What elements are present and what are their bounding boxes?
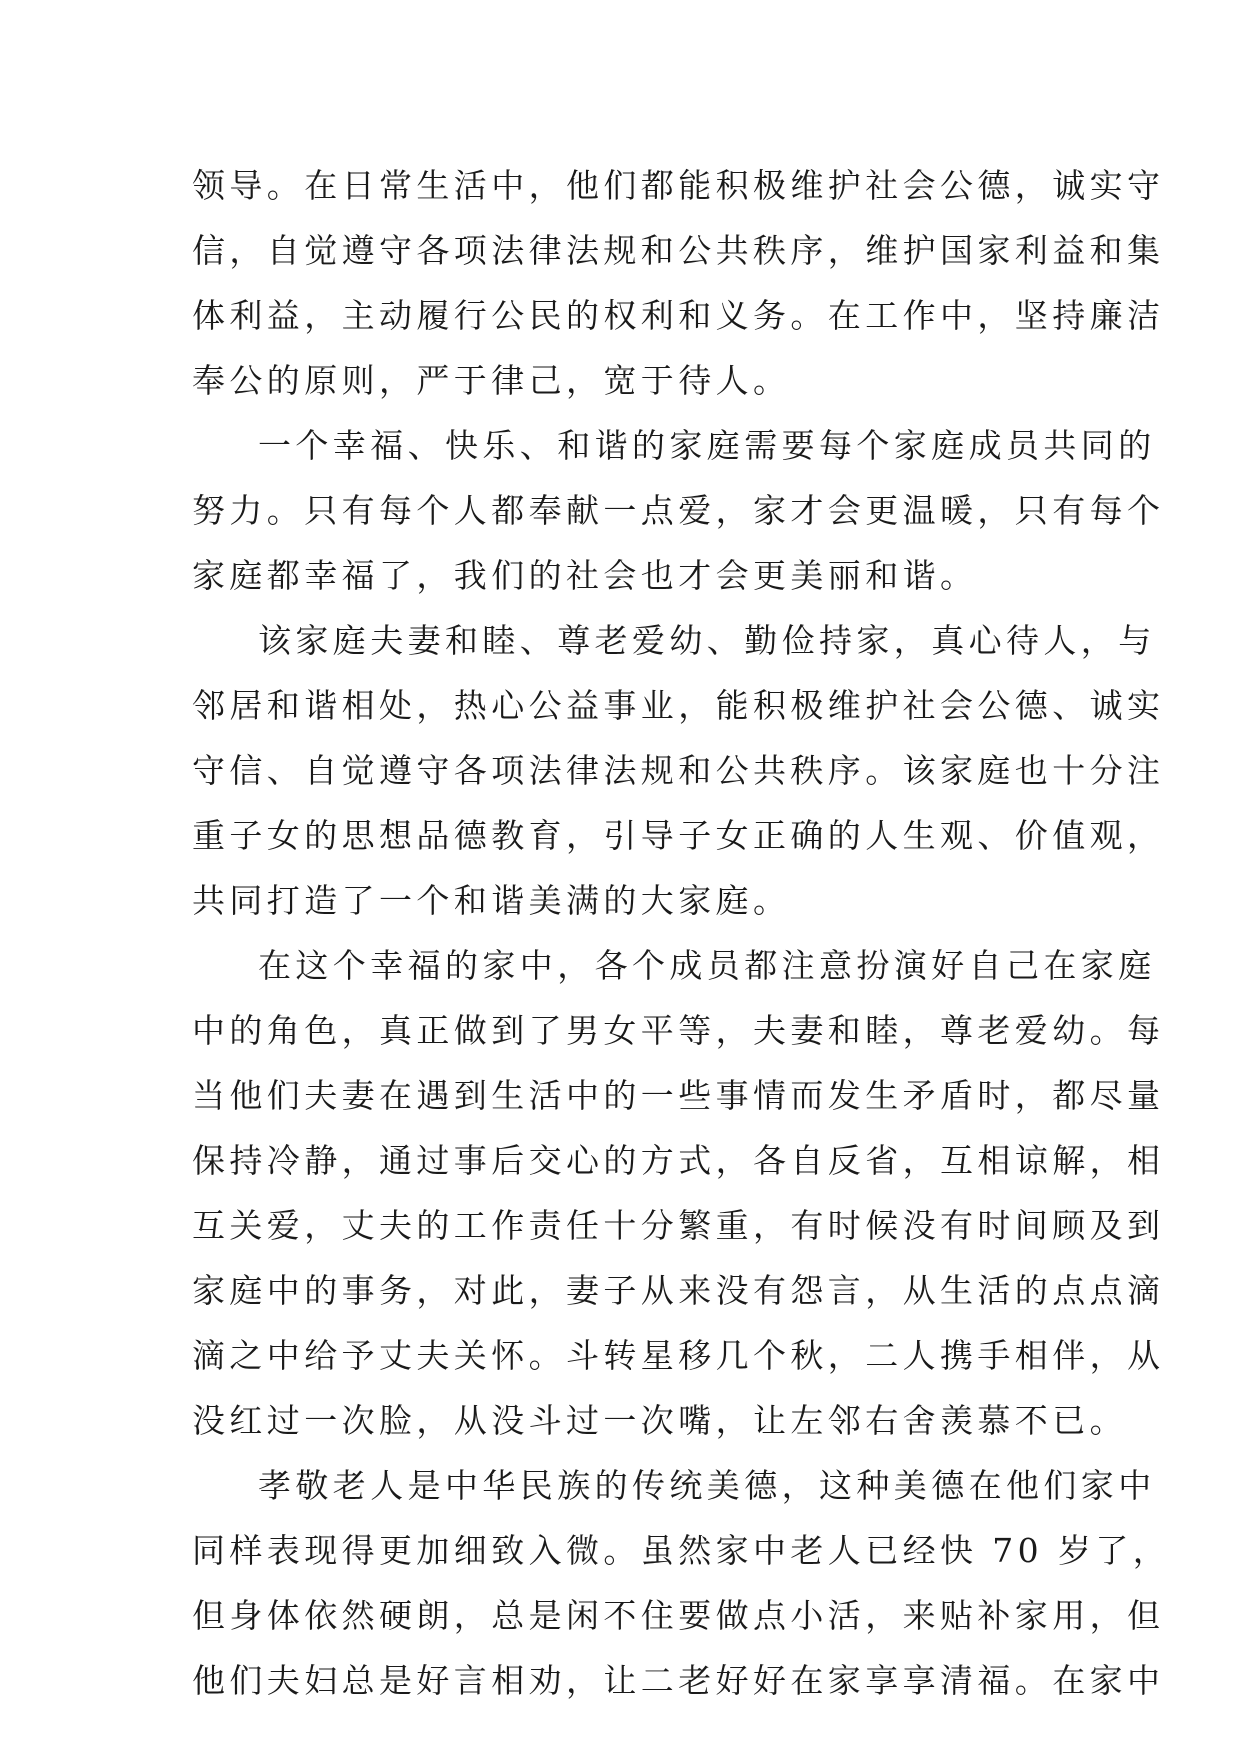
paragraph-first-line: 在这个幸福的家中，各个成员都注意扮演好自己在家庭 [258,946,1156,985]
text-line: 重子女的思想品德教育，引导子女正确的人生观、价值观， [192,816,1165,855]
text-line: 没红过一次脸，从没斗过一次嘴，让左邻右舍羡慕不已。 [192,1401,1127,1440]
text-line: 但身体依然硬朗，总是闲不住要做点小活，来贴补家用，但 [192,1596,1165,1635]
text-line: 信，自觉遵守各项法律法规和公共秩序，维护国家利益和集 [192,231,1165,270]
text-line: 同样表现得更加细致入微。虽然家中老人已经快 70 岁了， [192,1531,1171,1570]
text-line: 家庭都幸福了，我们的社会也才会更美丽和谐。 [192,556,978,595]
text-line: 滴之中给予丈夫关怀。斗转星移几个秋，二人携手相伴，从 [192,1336,1165,1375]
text-line: 邻居和谐相处，热心公益事业，能积极维护社会公德、诚实 [192,686,1165,725]
text-line: 体利益，主动履行公民的权利和义务。在工作中，坚持廉洁 [192,296,1165,335]
text-line: 中的角色，真正做到了男女平等，夫妻和睦，尊老爱幼。每 [192,1011,1165,1050]
text-line: 保持冷静，通过事后交心的方式，各自反省，互相谅解，相 [192,1141,1165,1180]
text-line: 家庭中的事务，对此，妻子从来没有怨言，从生活的点点滴 [192,1271,1165,1310]
text-line: 互关爱，丈夫的工作责任十分繁重，有时候没有时间顾及到 [192,1206,1165,1245]
text-line: 守信、自觉遵守各项法律法规和公共秩序。该家庭也十分注 [192,751,1165,790]
text-line: 奉公的原则，严于律己，宽于待人。 [192,361,791,400]
text-line: 当他们夫妻在遇到生活中的一些事情而发生矛盾时，都尽量 [192,1076,1165,1115]
text-line: 领导。在日常生活中，他们都能积极维护社会公德，诚实守 [192,166,1165,205]
text-line: 共同打造了一个和谐美满的大家庭。 [192,881,791,920]
document-body [192,153,1171,1713]
text-line: 他们夫妇总是好言相劝，让二老好好在家享享清福。在家中 [192,1661,1165,1700]
paragraph-first-line: 一个幸福、快乐、和谐的家庭需要每个家庭成员共同的 [258,426,1156,465]
paragraph-first-line: 该家庭夫妻和睦、尊老爱幼、勤俭持家，真心待人，与 [258,621,1156,660]
text-line: 努力。只有每个人都奉献一点爱，家才会更温暖，只有每个 [192,491,1165,530]
paragraph-first-line: 孝敬老人是中华民族的传统美德，这种美德在他们家中 [258,1466,1156,1505]
